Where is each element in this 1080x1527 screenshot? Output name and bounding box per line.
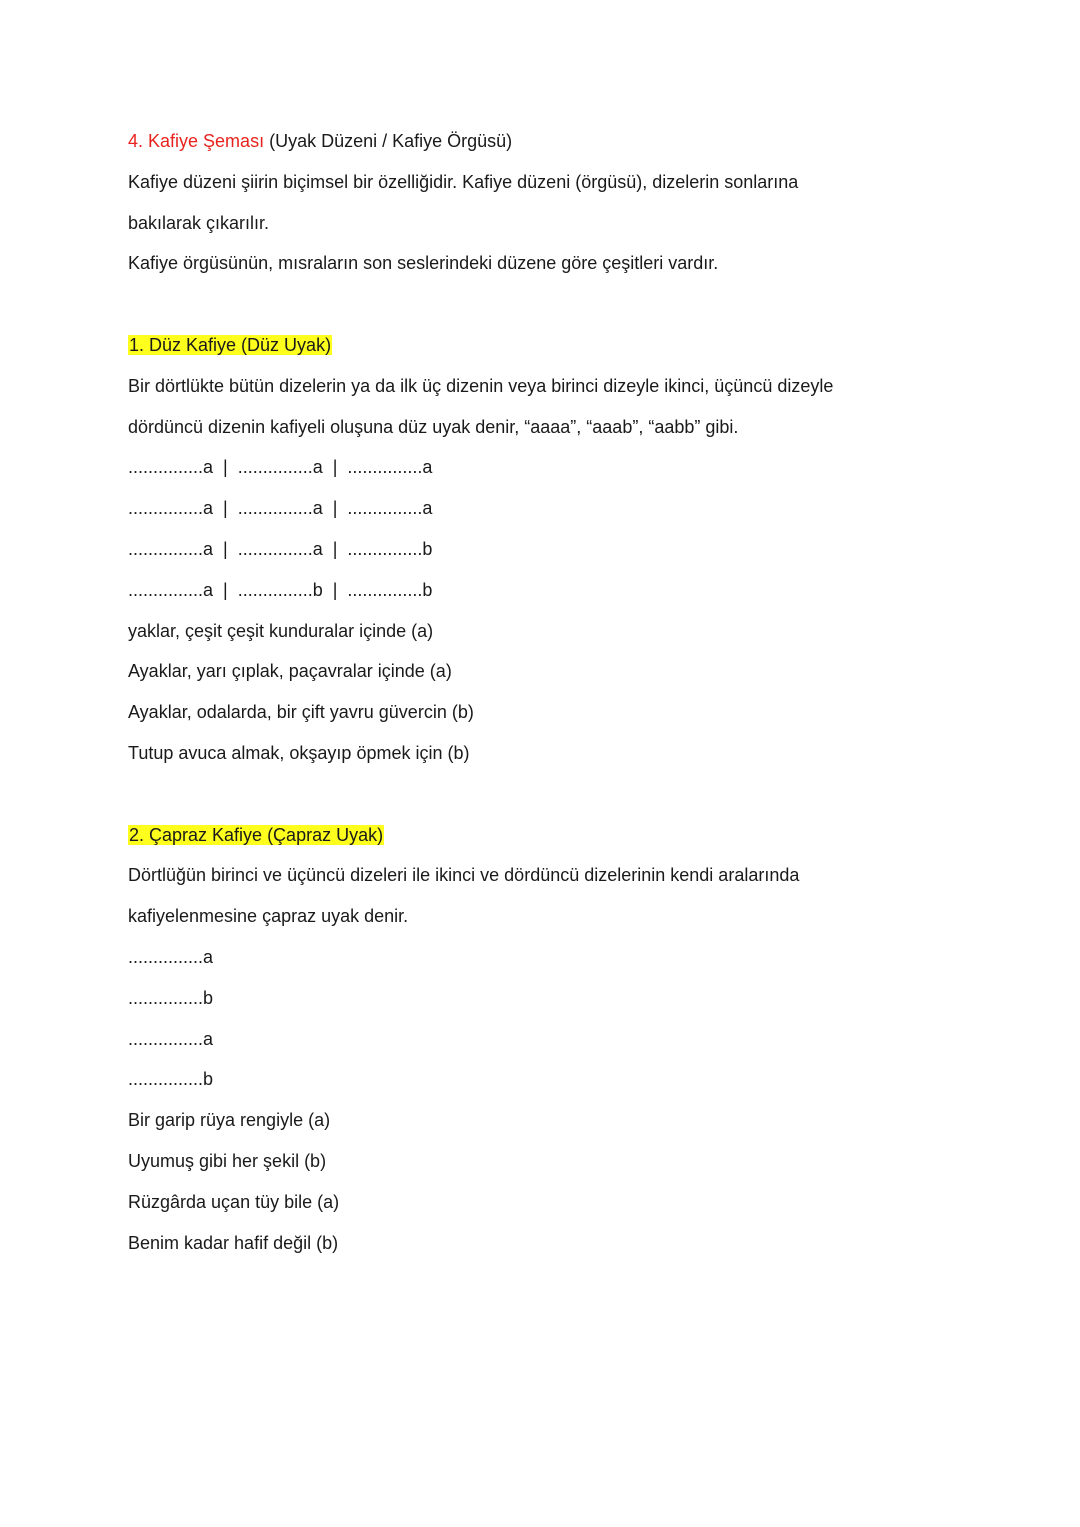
duz-scheme-row: ...............a | ...............a | ...............a xyxy=(128,498,433,519)
capraz-example-line: Uyumuş gibi her şekil (b) xyxy=(128,1150,327,1171)
duz-scheme-row: ...............a | ...............b | ...............b xyxy=(128,579,433,600)
capraz-example-line: Benim kadar hafif değil (b) xyxy=(128,1232,339,1253)
capraz-desc-1: Dörtlüğün birinci ve üçüncü dizeleri ile ikinci ve dördüncü dizelerinin kendi aralarında xyxy=(128,865,800,886)
duz-example-line: Ayaklar, odalarda, bir çift yavru güvercin (b) xyxy=(128,702,474,723)
capraz-example-line: Bir garip rüya rengiyle (a) xyxy=(128,1110,331,1131)
section-heading xyxy=(128,124,988,165)
spacer xyxy=(128,287,988,328)
duz-desc-1: Bir dörtlükte bütün dizelerin ya da ilk üç dizenin veya birinci dizeyle ikinci, üçüncü dizeyle xyxy=(128,375,834,396)
capraz-kafiye-heading-row xyxy=(128,818,988,859)
spacer xyxy=(128,777,988,818)
duz-kafiye-heading: 1. Düz Kafiye (Düz Uyak) xyxy=(129,334,332,355)
capraz-scheme-row: ...............b xyxy=(128,987,214,1008)
capraz-desc-2: kafiyelenmesine çapraz uyak denir. xyxy=(128,906,409,927)
intro-line-2: bakılarak çıkarılır. xyxy=(128,212,270,233)
capraz-kafiye-heading: 2. Çapraz Kafiye (Çapraz Uyak) xyxy=(129,824,384,845)
duz-desc-2: dördüncü dizenin kafiyeli oluşuna düz uyak denir, “aaaa”, “aaab”, “aabb” gibi. xyxy=(128,416,739,437)
duz-example-line: yaklar, çeşit çeşit kunduralar içinde (a) xyxy=(128,620,434,641)
duz-example-line: Tutup avuca almak, okşayıp öpmek için (b) xyxy=(128,742,470,763)
capraz-scheme-row: ...............a xyxy=(128,946,214,967)
duz-kafiye-heading-row xyxy=(128,328,988,369)
capraz-example-line: Rüzgârda uçan tüy bile (a) xyxy=(128,1191,340,1212)
capraz-scheme-row: ...............b xyxy=(128,1069,214,1090)
section-subtitle: (Uyak Düzeni / Kafiye Örgüsü) xyxy=(264,131,513,151)
duz-example-line: Ayaklar, yarı çıplak, paçavralar içinde (a) xyxy=(128,661,452,682)
intro-line-3: Kafiye örgüsünün, mısraların son seslerindeki düzene göre çeşitleri vardır. xyxy=(128,253,719,274)
section-title: 4. Kafiye Şeması xyxy=(128,131,265,151)
duz-scheme-row: ...............a | ...............a | ...............b xyxy=(128,538,433,559)
intro-line-1: Kafiye düzeni şiirin biçimsel bir özelliğidir. Kafiye düzeni (örgüsü), dizelerin sonlarına xyxy=(128,171,799,192)
document-page xyxy=(128,124,988,1266)
capraz-scheme-row: ...............a xyxy=(128,1028,214,1049)
duz-scheme-row: ...............a | ...............a | ...............a xyxy=(128,457,433,478)
